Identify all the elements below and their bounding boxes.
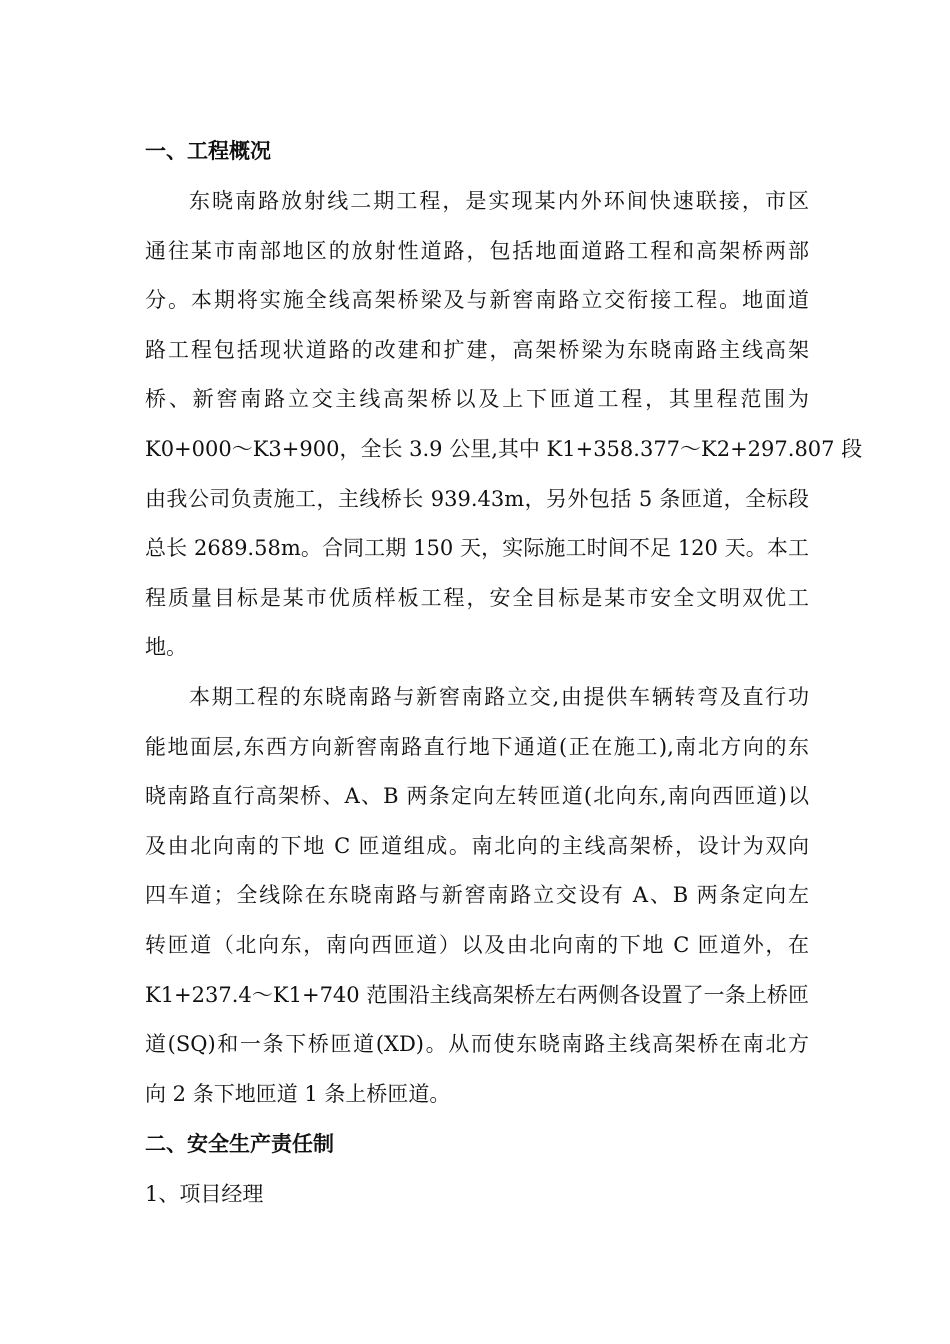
text-line: 及由北向南的下地 C 匝道组成。南北向的主线高架桥，设计为双向 [145, 833, 809, 858]
text-line: 向 2 条下地匝道 1 条上桥匝道。 [145, 1081, 451, 1106]
text-line: 晓南路直行高架桥、A、B 两条定向左转匝道(北向东,南向西匝道)以 [145, 784, 809, 809]
text-line: 路工程包括现状道路的改建和扩建，高架桥梁为东晓南路主线高架 [145, 337, 809, 362]
text-line: 通往某市南部地区的放射性道路，包括地面道路工程和高架桥两部 [145, 238, 809, 263]
text-line: 由我公司负责施工，主线桥长 939.43m，另外包括 5 条匝道，全标段 [145, 486, 809, 511]
text-line: 分。本期将实施全线高架桥梁及与新窖南路立交衔接工程。地面道 [145, 288, 809, 313]
text-line: 地。 [145, 635, 187, 660]
section-heading-safety-responsibility: 二、安全生产责任制 [145, 1132, 334, 1157]
text-line: K1+237.4～K1+740 范围沿主线高架桥左右两侧各设置了一条上桥匝 [145, 982, 809, 1007]
text-line: 程质量目标是某市优质样板工程，安全目标是某市安全文明双优工 [145, 585, 809, 610]
paragraph-project-description [145, 177, 863, 673]
text-line: 能地面层,东西方向新窖南路直行地下通道(正在施工),南北方向的东 [145, 734, 809, 759]
text-line: 本期工程的东晓南路与新窖南路立交,由提供车辆转弯及直行功 [189, 684, 809, 709]
paragraph-interchange-description [145, 673, 809, 1119]
text-line: 总长 2689.58m。合同工期 150 天，实际施工时间不足 120 天。本工 [145, 536, 809, 561]
list-item-project-manager: 1、项目经理 [145, 1182, 264, 1207]
text-line: 桥、新窖南路立交主线高架桥以及上下匝道工程，其里程范围为 [145, 387, 809, 412]
document-page [145, 126, 863, 1219]
section-heading-project-overview: 一、工程概况 [145, 139, 271, 163]
text-line: K0+000～K3+900，全长 3.9 公里,其中 K1+358.377～K2+297.807 段 [145, 436, 863, 461]
text-line: 四车道；全线除在东晓南路与新窖南路立交设有 A、B 两条定向左 [145, 883, 809, 908]
text-line: 转匝道（北向东，南向西匝道）以及由北向南的下地 C 匝道外，在 [145, 932, 809, 957]
text-line: 东晓南路放射线二期工程，是实现某内外环间快速联接，市区 [189, 189, 809, 213]
text-line: 道(SQ)和一条下桥匝道(XD)。从而使东晓南路主线高架桥在南北方 [145, 1032, 809, 1057]
